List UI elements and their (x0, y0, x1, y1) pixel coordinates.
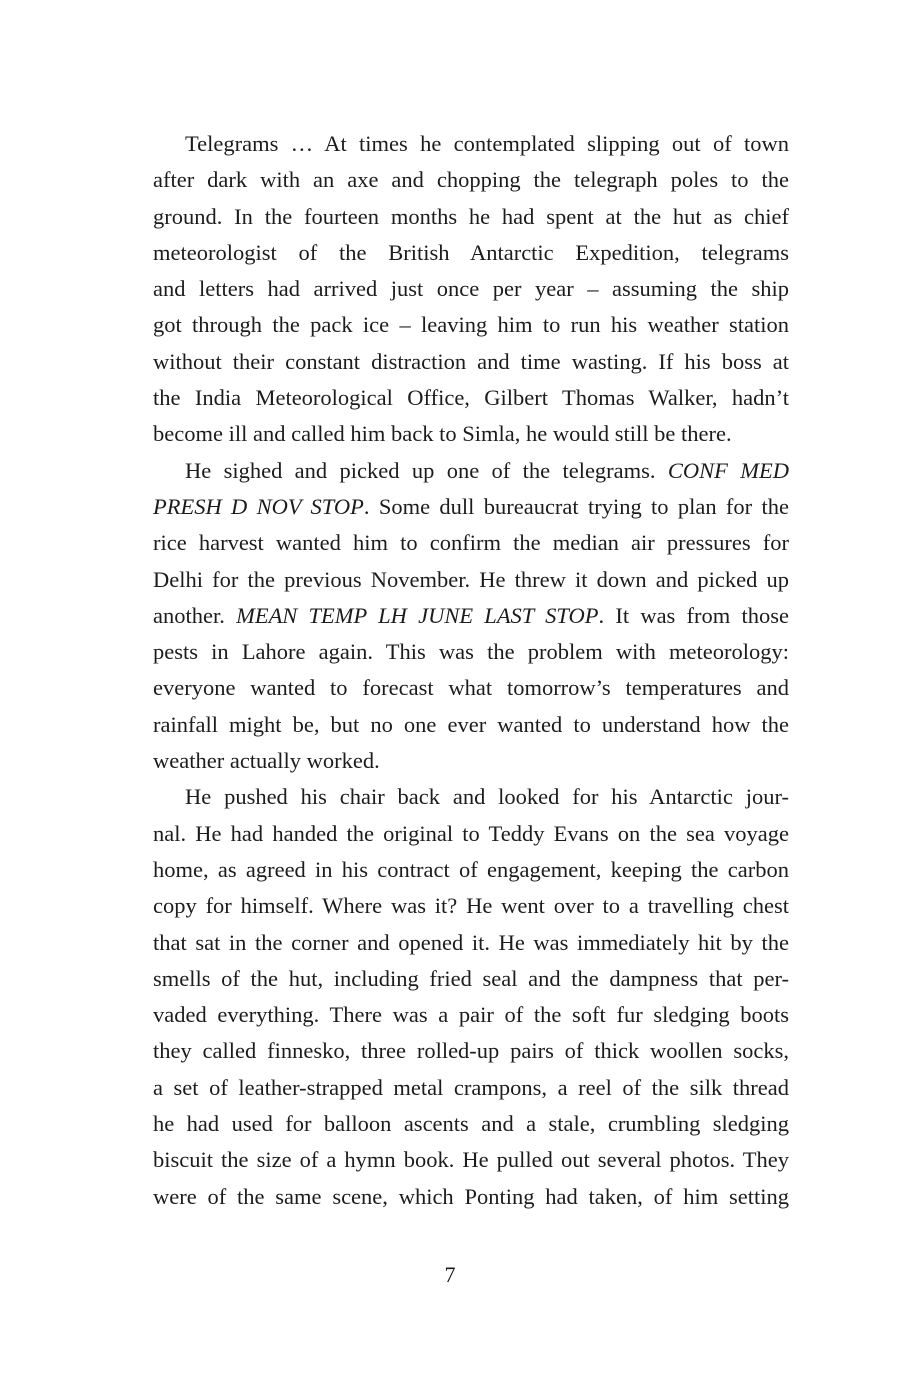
text-line: ground. In the fourteen months he had spent at the hut as chief (153, 203, 789, 229)
text-line: Telegrams … At times he contemplated slipping out of town (185, 131, 789, 156)
paragraph (153, 453, 789, 780)
text-line: nal. He had handed the original to Teddy Evans on the sea voyage (153, 820, 789, 846)
text-line: smells of the hut, including fried seal and the dampness that per- (153, 965, 789, 991)
text-line: without their constant distraction and time wasting. If his boss at (153, 348, 789, 374)
text-line: become ill and called him back to Simla, he would still be there. (153, 421, 732, 447)
text-line: rice harvest wanted him to confirm the median air pressures for (153, 530, 789, 556)
page-number: 7 (444, 1262, 456, 1287)
text-line: and letters had arrived just once per year – assuming the ship (153, 276, 789, 302)
text-line: another. MEAN TEMP LH JUNE LAST STOP. It was from those (153, 602, 789, 628)
text-line: pests in Lahore again. This was the problem with meteorology: (153, 639, 789, 665)
paragraph (153, 779, 789, 1215)
text-line: got through the pack ice – leaving him to run his weather station (153, 312, 789, 338)
telegram-code: MEAN TEMP LH JUNE LAST STOP (236, 602, 599, 628)
telegram-code: CONF MED (667, 457, 789, 483)
text-line: the India Meteorological Office, Gilbert Thomas Walker, hadn’t (153, 385, 789, 411)
text-line: he had used for balloon ascents and a stale, crumbling sledging (153, 1111, 789, 1137)
text-line: weather actually worked. (153, 748, 380, 774)
text-line: home, as agreed in his contract of engagement, keeping the carbon (153, 856, 789, 882)
text-line: they called finnesko, three rolled-up pairs of thick woollen socks, (153, 1038, 789, 1064)
telegram-code: PRESH D NOV STOP (153, 493, 364, 519)
text-line: He pushed his chair back and looked for his Antarctic jour- (185, 784, 789, 810)
body-text (153, 126, 789, 1215)
text-line: Delhi for the previous November. He threw it down and picked up (153, 566, 789, 592)
text-line: were of the same scene, which Ponting had taken, of him setting (153, 1183, 789, 1209)
text-line: He sighed and picked up one of the telegrams. CONF MED (185, 457, 789, 483)
text-line: after dark with an axe and chopping the telegraph poles to the (153, 167, 789, 193)
text-line: a set of leather-strapped metal crampons, a reel of the silk thread (153, 1074, 789, 1100)
text-line: rainfall might be, but no one ever wanted to understand how the (153, 711, 789, 737)
paragraph (153, 126, 789, 453)
text-line: biscuit the size of a hymn book. He pulled out several photos. They (153, 1147, 789, 1173)
text-line: PRESH D NOV STOP. Some dull bureaucrat trying to plan for the (153, 493, 789, 519)
text-line: meteorologist of the British Antarctic Expedition, telegrams (153, 239, 789, 265)
text-line: everyone wanted to forecast what tomorrow’s temperatures and (153, 675, 789, 701)
text-line: that sat in the corner and opened it. He was immediately hit by the (153, 929, 789, 955)
text-line: copy for himself. Where was it? He went over to a travelling chest (153, 893, 789, 919)
text-line: vaded everything. There was a pair of the soft fur sledging boots (153, 1002, 789, 1028)
